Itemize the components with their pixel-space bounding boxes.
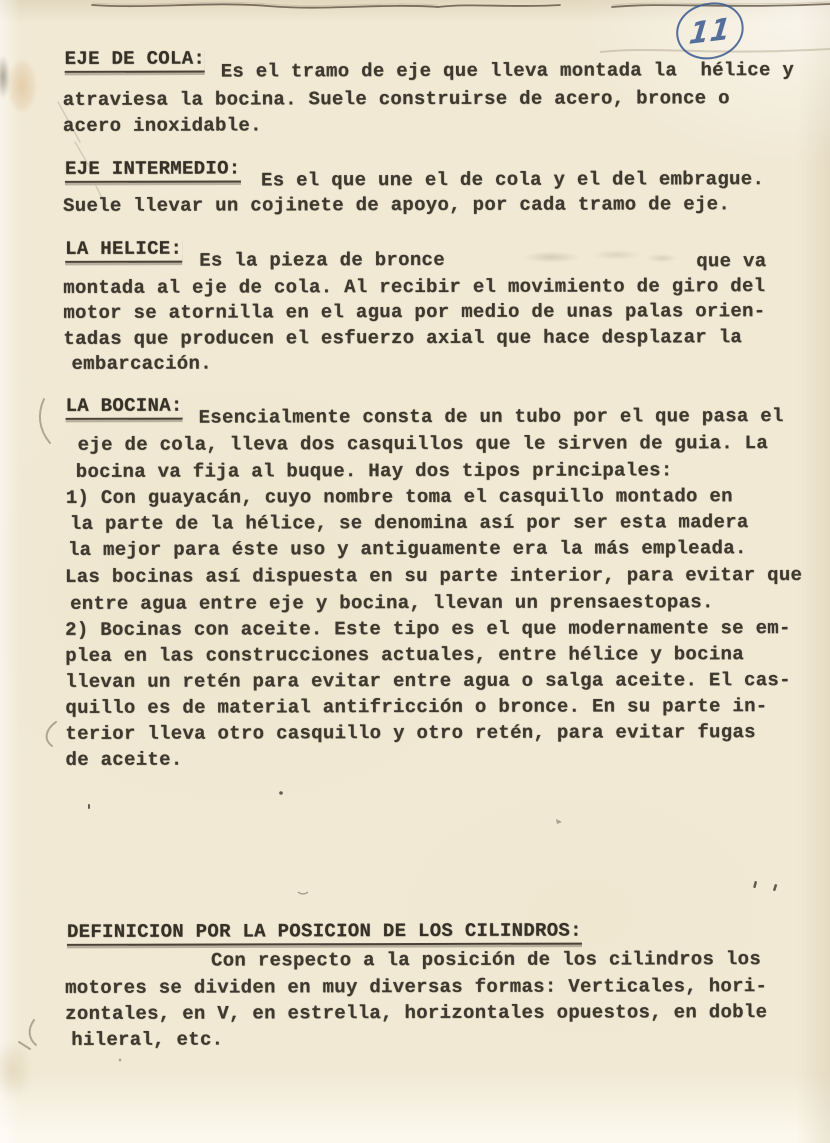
text-line: terior lleva otro casquillo y otro retén, para evitar fugas (65, 721, 756, 745)
text-line: que va (696, 250, 767, 273)
section-heading-definicion-cilindros: DEFINICION POR LA POSICION DE LOS CILINDROS: (67, 920, 582, 946)
text-line: hileral, etc. (71, 1028, 224, 1051)
section-heading-eje-de-cola: EJE DE COLA: (65, 48, 206, 73)
text-line: Con respecto a la posición de los cilindros los (210, 948, 762, 972)
text-line: 2) Bocinas con aceite. Este tipo es el que modernamente se em- (65, 617, 791, 641)
text-line: quillo es de material antifricción o bronce. En su parte in- (65, 695, 768, 719)
text-line: embarcación. (71, 352, 212, 375)
text-line: bocina va fija al buque. Hay dos tipos principales: (75, 459, 673, 483)
text-line: Las bocinas así dispuesta en su parte interior, para evitar que (64, 563, 803, 588)
text-line: entre agua entre eje y bocina, llevan un prensaestopas. (70, 591, 714, 615)
section-heading-eje-intermedio: EJE INTERMEDIO: (65, 157, 241, 182)
text-line: motor se atornilla en el agua por medio de unas palas orien- (63, 300, 766, 324)
text-line: Suele llevar un cojinete de apoyo, por cada tramo de eje. (63, 193, 731, 217)
section-heading-la-helice: LA HELICE: (65, 238, 182, 263)
text-line: tadas que producen el esfuerzo axial que hace desplazar la (63, 326, 743, 350)
text-line: la parte de la hélice, se denomina así por ser esta madera (69, 511, 749, 535)
text-line: plea en las construcciones actuales, entre hélice y bocina (65, 643, 744, 667)
page-number: 11 (687, 10, 733, 52)
text-line: motores se dividen en muy diversas formas: Verticales, hori- (65, 975, 768, 999)
text-line: de aceite. (65, 748, 183, 771)
text-line: eje de cola, lleva dos casquillos que le sirven de guia. La (77, 432, 769, 456)
text-line: Es la pieza de bronce (199, 248, 445, 272)
text-line: atraviesa la bocina. Suele construirse de acero, bronce o (62, 87, 730, 111)
text-line: Es el tramo de eje que lleva montada la hélice y (220, 59, 795, 83)
text-line: zontales, en V, en estrella, horizontales opuestos, en doble (65, 1001, 768, 1025)
text-line: Esencialmente consta de un tubo por el que pasa el (198, 405, 784, 429)
text-line: acero inoxidable. (62, 114, 262, 137)
text-line: montada al eje de cola. Al recibir el movimiento de giro del (63, 275, 766, 299)
text-line: llevan un retén para evitar entre agua o salga aceite. El cas- (65, 669, 791, 693)
section-heading-la-bocina: LA BOCINA: (66, 395, 183, 420)
text-line: la mejor para éste uso y antiguamente era la más empleada. (67, 537, 747, 561)
text-line: Es el que une el de cola y el del embrague. (260, 168, 765, 192)
text-line: 1) Con guayacán, cuyo nombre toma el casquillo montado en (65, 485, 733, 509)
